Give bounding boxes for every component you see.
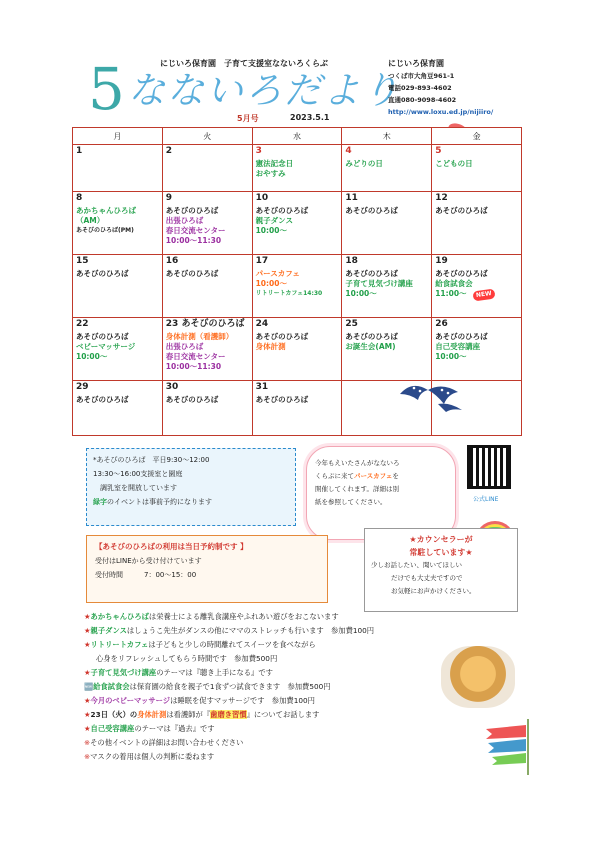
day-event: 親子ダンス: [255, 216, 293, 225]
note-keyword: あかちゃんひろば: [90, 612, 149, 621]
day-event: あそびのひろば: [255, 395, 309, 404]
new-badge: NEW: [472, 289, 495, 302]
day-event: あかちゃんひろば: [76, 206, 136, 215]
note-text: のテーマは『過去』です: [134, 724, 215, 733]
note-mark: ★: [84, 668, 91, 677]
calendar-day-cell: [342, 192, 432, 255]
info-line-4: [93, 495, 289, 509]
note-highlight: 歯磨き習慣: [210, 710, 247, 719]
day-event: パースカフェ: [255, 269, 300, 278]
note-keyword: 子育て見気づけ講座: [90, 668, 157, 677]
berth-cafe-notice: [306, 446, 456, 540]
note-keyword: 自己受容講座: [90, 724, 135, 733]
note-item: [84, 610, 544, 624]
day-event: あそびのひろば: [345, 269, 398, 278]
day-event: 10:00～: [255, 279, 287, 288]
note-item: [84, 736, 544, 750]
note-mark: ★: [84, 612, 91, 621]
info-green-mark: 緑字: [93, 498, 107, 506]
calendar-day-cell: [73, 145, 163, 192]
calendar-day-cell: [162, 255, 252, 318]
weekday-wed: 水: [252, 128, 342, 145]
day-number: 17: [255, 256, 269, 266]
note-keyword: 給食試食会: [93, 682, 130, 691]
note-mark: ★: [84, 696, 91, 705]
note-item: [84, 708, 544, 722]
day-event: 給食試食会: [435, 279, 473, 288]
day-event: あそびのひろば: [345, 206, 398, 215]
note-keyword: 23日（火）の: [90, 710, 138, 719]
day-event: あそびのひろば: [345, 332, 398, 341]
calendar-day-cell: [162, 381, 252, 436]
counselor-title-2: 常駐しています★: [409, 548, 473, 557]
note-mark: ※: [84, 752, 91, 761]
calendar-day-cell: [252, 192, 342, 255]
newsletter-title: なないろだより: [128, 69, 401, 112]
counselor-title-1: ★カウンセラーが: [409, 535, 473, 544]
day-event: 春日交流センター: [165, 352, 226, 361]
day-event: 10:00～: [345, 289, 377, 298]
day-number: 12: [435, 193, 448, 203]
day-number: 1: [76, 146, 83, 156]
day-event: みどりの日: [345, 159, 383, 168]
note-mark: ※: [84, 738, 91, 747]
notice-line-4: 紙を参照してください。: [315, 498, 387, 506]
day-number: 29: [76, 382, 89, 392]
day-number: 24: [255, 319, 269, 329]
day-number: 19: [435, 256, 448, 266]
contact-tel: 電話029-893-4602: [388, 84, 452, 92]
day-event: あそびのひろば: [165, 269, 219, 278]
day-event: あそびのひろば: [435, 269, 488, 278]
calendar-week-row: [73, 192, 522, 255]
info-line-2: 13:30～16:00支援室と園庭: [93, 470, 183, 478]
calendar-day-cell: [432, 145, 522, 192]
line-qr-code[interactable]: [467, 445, 511, 489]
day-event: 身体計測: [255, 342, 286, 351]
contact-name: にじいろ保育園: [388, 59, 444, 68]
calendar-day-cell: [162, 318, 252, 381]
note-text: は子どもと少しの時間離れてスイーツを食べながら: [148, 640, 316, 649]
calendar-week-row: [73, 145, 522, 192]
note-mark: ★: [84, 640, 91, 649]
note-text: は保育園の給食を親子で1食ずつ試食できます 参加費500円: [129, 682, 331, 691]
day-event: （AM）: [76, 216, 105, 225]
notice-line-3: 開催してくれます。詳細は別: [315, 485, 399, 493]
notice-line-2: [315, 470, 447, 483]
notice-line-1: 今年もえいたさんがなないろ: [315, 459, 400, 467]
day-number: 5: [435, 146, 442, 156]
day-event: 出張ひろば: [165, 216, 204, 225]
weekday-tue: 火: [162, 128, 252, 145]
calendar-day-cell: [73, 381, 163, 436]
note-text: 心身をリフレッシュしてもらう時間です 参加費500円: [96, 654, 278, 663]
day-event: あそびのひろば: [76, 332, 129, 341]
info-line-4-text: のイベントは事前予約になります: [107, 498, 212, 506]
counselor-box: [364, 528, 518, 612]
calendar-day-cell: [162, 192, 252, 255]
note-text: は看護師が『: [166, 710, 211, 719]
day-number: 26: [435, 319, 448, 329]
muffin-photo: [441, 646, 515, 708]
day-event: あそびのひろば: [165, 206, 219, 215]
day-event: おやすみ: [255, 169, 286, 178]
day-event: 自己受容講座: [435, 342, 481, 351]
day-event: 10:00～: [435, 352, 467, 361]
issue-label: 5月号: [237, 114, 259, 123]
day-event: あそびのひろば: [255, 206, 309, 215]
note-mark: 🆕: [84, 682, 94, 691]
day-number: 31: [255, 382, 269, 392]
calendar-day-cell: [73, 192, 163, 255]
day-number: 8: [76, 193, 83, 203]
hiroba-info-box: [86, 448, 296, 526]
reservation-line-1: 受付はLINEから受け付けています: [95, 557, 202, 565]
day-number: 2: [165, 146, 173, 156]
note-text: のテーマは『聴き上手になる』です: [156, 668, 273, 677]
day-event: 憲法記念日: [255, 159, 294, 168]
note-text-2: 』についてお話します: [246, 710, 320, 719]
day-event: 10:00～: [76, 352, 108, 361]
note-keyword: リトリートカフェ: [90, 640, 149, 649]
notice-line-2a: くらぶに来て: [315, 472, 354, 480]
qr-label: 公式LINE: [473, 496, 499, 503]
calendar-day-cell: [432, 255, 522, 318]
weekday-thu: 木: [342, 128, 432, 145]
calendar-day-cell: [342, 255, 432, 318]
day-event: あそびのひろば: [165, 395, 219, 404]
calendar-day-cell: [342, 145, 432, 192]
calendar-day-cell: [252, 145, 342, 192]
note-mark: ★: [84, 626, 91, 635]
note-item: [84, 722, 544, 736]
calendar-day-cell: [432, 318, 522, 381]
day-event: 11:00～ NEW: [435, 289, 518, 300]
note-text: はしょうこ先生がダンスの他にママのストレッチも行います 参加費100円: [126, 626, 375, 635]
counselor-line-3: お気軽にお声かけください。: [391, 587, 476, 595]
day-event: あそびのひろば: [435, 332, 488, 341]
calendar-day-cell: [252, 381, 342, 436]
contact-url[interactable]: http://www.loxu.ed.jp/nijiiro/: [388, 108, 494, 116]
day-number: 3: [255, 146, 262, 156]
calendar-day-cell: [342, 318, 432, 381]
day-number: 11: [345, 193, 358, 203]
day-number: 30: [165, 382, 179, 392]
day-event: ベビーマッサージ: [76, 342, 136, 351]
note-mark: ★: [84, 724, 91, 733]
calendar-week-row: [73, 255, 522, 318]
issue-date: 2023.5.1: [290, 113, 330, 122]
calendar-day-cell: [252, 255, 342, 318]
day-number: 4: [345, 146, 352, 156]
day-event: あそびのひろば(PM): [76, 227, 134, 234]
note-text: は睡眠を促すマッサージです 参加費100円: [170, 696, 315, 705]
day-event: お誕生会(AM): [345, 342, 396, 351]
day-event: あそびのひろば: [435, 206, 488, 215]
day-event: 10:00～11:30: [165, 236, 222, 245]
day-event: 出張ひろば: [165, 342, 204, 351]
contact-block: [388, 58, 493, 118]
notice-line-2c: を: [392, 472, 399, 480]
info-line-1: *あそびのひろば 平日9:30～12:00: [93, 456, 210, 464]
note-text: その他イベントの詳細はお問い合わせください: [90, 738, 244, 747]
day-number: 16: [165, 256, 179, 266]
swallow-illustration: [398, 376, 468, 414]
day-event: 10:00～: [255, 226, 287, 235]
day-event: リトリートカフェ14:30: [255, 290, 323, 297]
note-keyword: 今月のベビーマッサージ: [90, 696, 171, 705]
title-number: 5: [88, 55, 125, 123]
reservation-line-2: 受付時間 7：00～15：00: [95, 571, 197, 579]
note-item: [84, 750, 544, 764]
day-event: あそびのひろば: [76, 395, 129, 404]
day-event: こどもの日: [435, 159, 473, 168]
weekday-mon: 月: [73, 128, 163, 145]
note-item: [84, 624, 544, 638]
notice-cafe-name: パースカフェ: [354, 472, 393, 480]
day-event: 身体計測（看護師）: [165, 332, 234, 341]
day-number: 25: [345, 319, 358, 329]
weekday-fri: 金: [432, 128, 522, 145]
day-event: あそびのひろば: [76, 269, 129, 278]
calendar-day-cell: [432, 192, 522, 255]
day-event: 春日交流センター: [165, 226, 226, 235]
calendar-day-cell: [73, 318, 163, 381]
day-number: 10: [255, 193, 269, 203]
reservation-box: [86, 535, 328, 603]
calendar-week-row: [73, 318, 522, 381]
calendar-day-cell: [162, 145, 252, 192]
note-text: は栄養士による離乳食講座やふれあい遊びをおこないます: [148, 612, 339, 621]
note-keyword-2: 身体計測: [137, 710, 167, 719]
day-event: あそびのひろば: [255, 332, 309, 341]
day-number: 23 あそびのひろば: [165, 319, 245, 329]
day-event: 10:00～11:30: [165, 362, 222, 371]
day-number: 9: [165, 193, 173, 203]
note-text: マスクの着用は個人の判断に委ねます: [90, 752, 215, 761]
info-line-3: 調乳室を開放しています: [93, 484, 177, 492]
org-line: にじいろ保育園 子育て支援室なないろくらぶ: [160, 59, 328, 68]
counselor-line-1: 少しお話したい、聞いてほしい: [371, 561, 462, 569]
day-number: 15: [76, 256, 89, 266]
counselor-line-2: だけでも大丈夫ですので: [391, 574, 463, 582]
day-number: 18: [345, 256, 358, 266]
weekday-header-row: [73, 128, 522, 145]
reservation-title: 【あそびのひろばの利用は当日予約制です 】: [95, 542, 248, 551]
calendar-day-cell: [73, 255, 163, 318]
day-event: 子育て見気づけ講座: [345, 279, 413, 288]
note-keyword: 親子ダンス: [90, 626, 127, 635]
day-number: 22: [76, 319, 89, 329]
contact-fax: 直通080-9098-4602: [388, 96, 457, 104]
note-mark: ★: [84, 710, 91, 719]
koinobori-illustration: [476, 715, 536, 775]
contact-address: つくば市大角豆961-1: [388, 72, 455, 80]
calendar-day-cell: [252, 318, 342, 381]
